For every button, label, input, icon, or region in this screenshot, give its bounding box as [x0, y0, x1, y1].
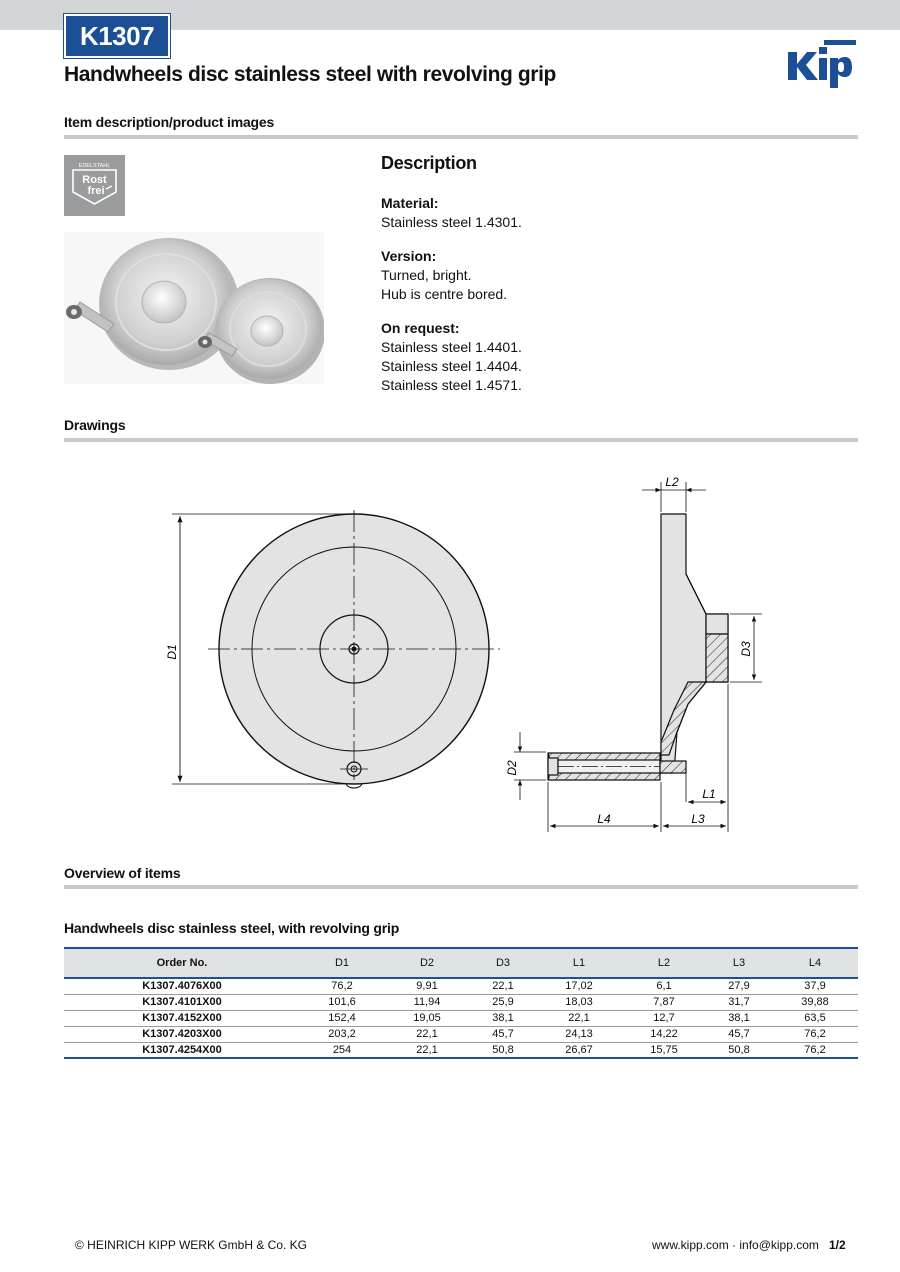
dimension-label-d2: D2 — [505, 760, 519, 776]
table-cell: 203,2 — [300, 1026, 384, 1042]
version-line: Turned, bright. — [381, 267, 472, 283]
table-row — [64, 978, 858, 994]
table-cell: 12,7 — [622, 1010, 706, 1026]
table-row — [64, 1010, 858, 1026]
order-number-cell: K1307.4152X00 — [64, 1010, 300, 1026]
table-cell: 76,2 — [772, 1026, 858, 1042]
table-cell: 22,1 — [384, 1042, 470, 1058]
column-header: L1 — [536, 948, 622, 978]
column-header: Order No. — [64, 948, 300, 978]
column-header: L2 — [622, 948, 706, 978]
dimension-label-d1: D1 — [165, 644, 179, 660]
version-label: Version: — [381, 248, 437, 264]
table-cell: 76,2 — [772, 1042, 858, 1058]
dimension-label-l4: L4 — [597, 812, 611, 826]
dimension-label-d3: D3 — [739, 641, 753, 657]
version-line: Hub is centre bored. — [381, 286, 508, 302]
column-header: D2 — [384, 948, 470, 978]
table-header-row — [64, 948, 858, 978]
order-number-cell: K1307.4076X00 — [64, 978, 300, 994]
table-cell: 39,88 — [772, 994, 858, 1010]
table-title: Handwheels disc stainless steel, with revolving grip — [64, 920, 400, 936]
side-view — [548, 514, 728, 802]
table-cell: 63,5 — [772, 1010, 858, 1026]
footer-page-number: 1/2 — [829, 1238, 846, 1252]
table-cell: 38,1 — [706, 1010, 772, 1026]
table-row — [64, 1026, 858, 1042]
badge-top-text: EDELSTAHL — [78, 163, 111, 169]
table-cell: 38,1 — [470, 1010, 536, 1026]
order-number-cell: K1307.4101X00 — [64, 994, 300, 1010]
column-header: L4 — [772, 948, 858, 978]
table-cell: 22,1 — [470, 978, 536, 994]
table-cell: 152,4 — [300, 1010, 384, 1026]
table-cell: 9,91 — [384, 978, 470, 994]
badge-line-1: Rost — [82, 174, 107, 186]
table-cell: 7,87 — [622, 994, 706, 1010]
product-photo — [64, 232, 324, 384]
table-cell: 11,94 — [384, 994, 470, 1010]
product-code-badge: K1307 — [64, 14, 170, 58]
section-heading-drawings: Drawings — [64, 417, 126, 433]
table-cell: 19,05 — [384, 1010, 470, 1026]
version-block — [381, 247, 507, 304]
section-rule — [64, 135, 858, 139]
table-cell: 37,9 — [772, 978, 858, 994]
table-cell: 22,1 — [384, 1026, 470, 1042]
table-row — [64, 994, 858, 1010]
dimension-label-l3: L3 — [691, 812, 705, 826]
table-cell: 254 — [300, 1042, 384, 1058]
table-cell: 31,7 — [706, 994, 772, 1010]
technical-drawing — [150, 462, 770, 842]
table-cell: 45,7 — [706, 1026, 772, 1042]
front-view — [172, 510, 500, 788]
items-table — [64, 947, 858, 1059]
table-cell: 15,75 — [622, 1042, 706, 1058]
section-rule — [64, 438, 858, 442]
on-request-block — [381, 319, 522, 395]
table-cell: 50,8 — [706, 1042, 772, 1058]
section-heading-overview: Overview of items — [64, 865, 181, 881]
table-cell: 14,22 — [622, 1026, 706, 1042]
kipp-logo — [784, 38, 858, 92]
column-header: D1 — [300, 948, 384, 978]
table-cell: 24,13 — [536, 1026, 622, 1042]
table-cell: 50,8 — [470, 1042, 536, 1058]
table-cell: 76,2 — [300, 978, 384, 994]
table-cell: 26,67 — [536, 1042, 622, 1058]
footer-contact[interactable]: www.kipp.com · info@kipp.com — [652, 1238, 819, 1252]
footer-copyright: © HEINRICH KIPP WERK GmbH & Co. KG — [75, 1238, 307, 1252]
rostfrei-badge — [64, 155, 125, 216]
table-row — [64, 1042, 858, 1058]
table-cell: 17,02 — [536, 978, 622, 994]
on-request-line: Stainless steel 1.4571. — [381, 377, 522, 393]
section-rule — [64, 885, 858, 889]
dimension-label-l2: L2 — [665, 475, 679, 489]
on-request-label: On request: — [381, 320, 460, 336]
material-line: Stainless steel 1.4301. — [381, 214, 522, 230]
table-cell: 25,9 — [470, 994, 536, 1010]
material-block — [381, 194, 522, 232]
on-request-line: Stainless steel 1.4404. — [381, 358, 522, 374]
table-cell: 6,1 — [622, 978, 706, 994]
order-number-cell: K1307.4203X00 — [64, 1026, 300, 1042]
order-number-cell: K1307.4254X00 — [64, 1042, 300, 1058]
table-cell: 18,03 — [536, 994, 622, 1010]
on-request-line: Stainless steel 1.4401. — [381, 339, 522, 355]
material-label: Material: — [381, 195, 439, 211]
page-title: Handwheels disc stainless steel with revolving grip — [64, 63, 556, 86]
table-cell: 45,7 — [470, 1026, 536, 1042]
badge-line-2: frei — [87, 185, 105, 197]
table-cell: 27,9 — [706, 978, 772, 994]
column-header: L3 — [706, 948, 772, 978]
section-heading-item-description: Item description/product images — [64, 114, 275, 130]
table-cell: 22,1 — [536, 1010, 622, 1026]
table-cell: 101,6 — [300, 994, 384, 1010]
dimension-label-l1: L1 — [702, 787, 716, 801]
column-header: D3 — [470, 948, 536, 978]
description-title: Description — [381, 153, 477, 173]
